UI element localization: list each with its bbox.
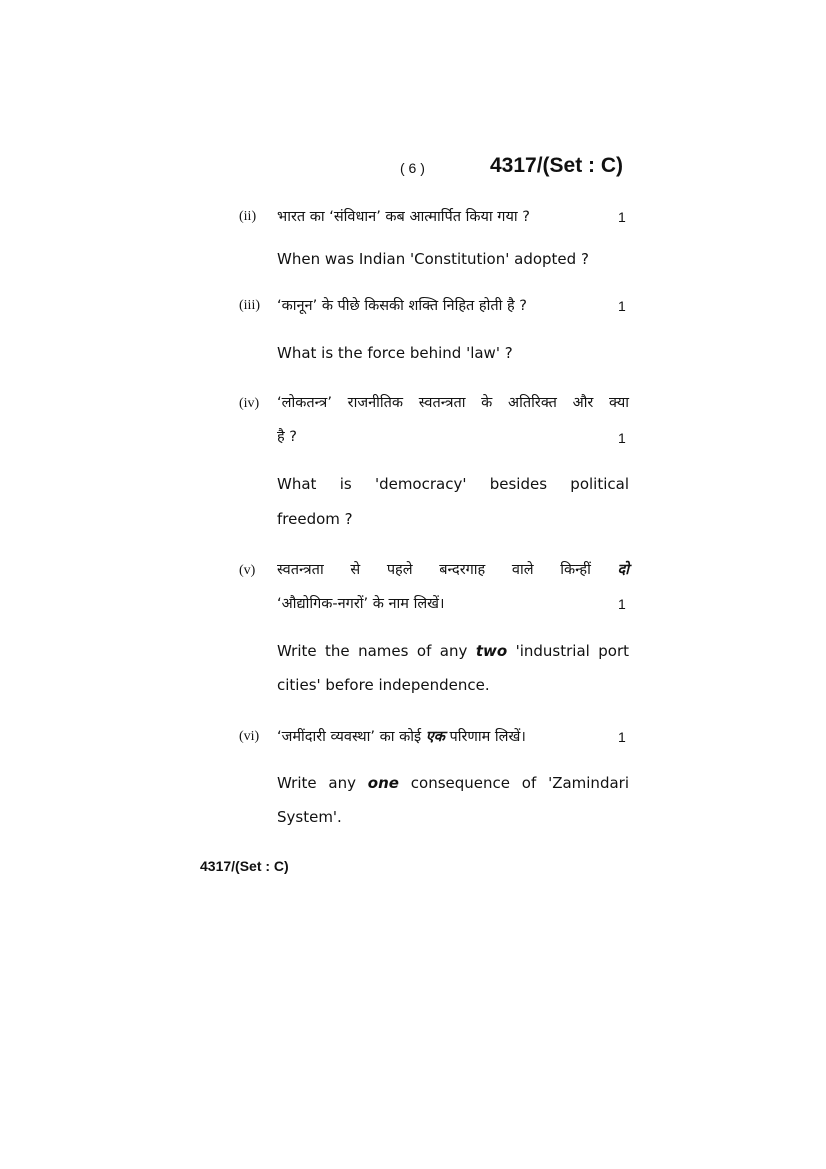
question-marks: 1 (618, 298, 626, 314)
question-text-english: What is the force behind 'law' ? (277, 344, 513, 362)
question-text-english: Write the names of any two 'industrial port cities' before independence. (277, 642, 629, 694)
question-text-english: When was Indian 'Constitution' adopted ? (277, 250, 589, 268)
question-number: (v) (239, 563, 256, 578)
emphasis-one-hindi: एक (425, 729, 445, 745)
question-text-hindi: भारत का ‘संविधान’ कब आत्मार्पित किया गया ? (277, 209, 530, 225)
question-marks: 1 (618, 729, 626, 745)
question-number: (iv) (239, 396, 260, 411)
question-text-english: Write any one consequence of 'Zamindari System'. (277, 774, 629, 826)
question-text-hindi: स्वतन्त्रता से पहले बन्दरगाह वाले किन्हीं दो (277, 562, 629, 578)
paper-code-header: 4317/(Set : C) (490, 154, 624, 177)
emphasis-two: two (475, 642, 508, 660)
question-number: (ii) (239, 209, 257, 224)
question-marks: 1 (618, 209, 626, 225)
question-text-english: What is 'democracy' besides political (277, 475, 629, 493)
emphasis-two-hindi: दो (617, 562, 629, 578)
question-number: (vi) (239, 729, 260, 744)
question-text-hindi: ‘कानून’ के पीछे किसकी शक्ति निहित होती है ? (277, 298, 528, 314)
page-number: ( 6 ) (400, 160, 425, 176)
question-text-hindi: ‘लोकतन्त्र’ राजनीतिक स्वतन्त्रता के अतिरिक्त और क्या (277, 395, 629, 411)
emphasis-one: one (367, 774, 399, 792)
question-text-hindi-continued: ‘औद्योगिक-नगरों’ के नाम लिखें। (277, 596, 445, 612)
question-number: (iii) (239, 298, 260, 313)
question-marks: 1 (618, 596, 626, 612)
question-text-hindi: ‘जमींदारी व्यवस्था’ का कोई एक परिणाम लिखें। (277, 729, 526, 745)
question-text-hindi-continued: है ? (277, 429, 298, 445)
paper-code-footer: 4317/(Set : C) (200, 858, 289, 874)
question-marks: 1 (618, 430, 626, 446)
question-text-english-continued: freedom ? (277, 510, 353, 528)
